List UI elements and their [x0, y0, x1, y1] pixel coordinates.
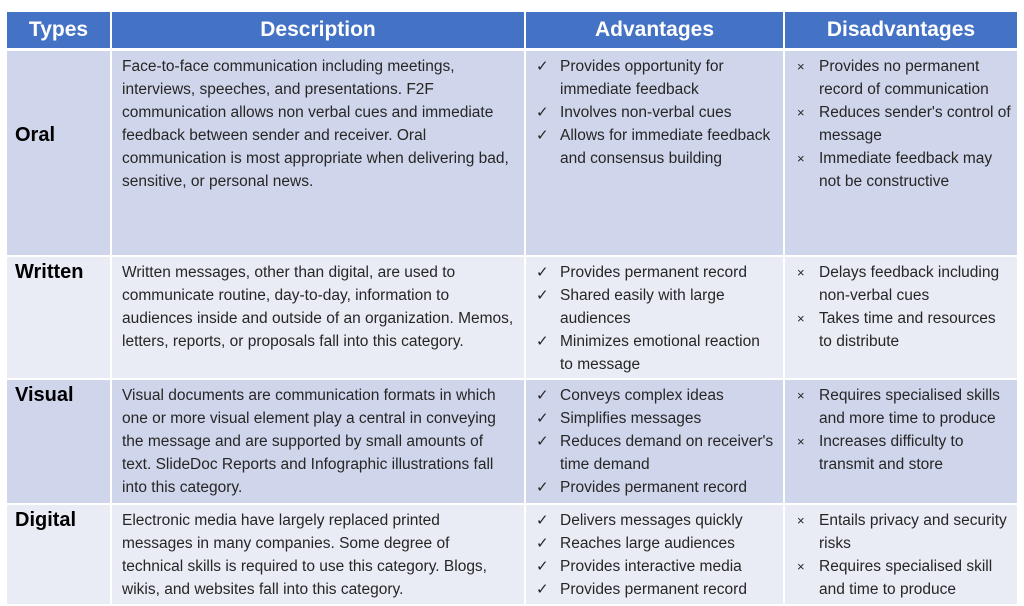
- list-item-text: Provides no permanent record of communication: [819, 58, 989, 98]
- disadvantages-cell: [784, 504, 1017, 605]
- list-item-text: Provides permanent record: [560, 581, 747, 598]
- list-item: [536, 284, 777, 330]
- header-disadvantages: Disadvantages: [784, 12, 1017, 50]
- list-item: [795, 147, 1011, 193]
- list-item: [795, 261, 1011, 307]
- checkmark-icon: ✓: [536, 387, 549, 404]
- list-item: [795, 55, 1011, 101]
- checkmark-icon: ✓: [536, 512, 549, 529]
- list-item-text: Provides interactive media: [560, 558, 742, 575]
- disadvantages-cell: [784, 379, 1017, 504]
- table-row-digital: [7, 504, 1017, 605]
- checkmark-icon: ✓: [536, 58, 549, 75]
- list-item-text: Increases difficulty to transmit and store: [819, 433, 964, 473]
- list-item: [536, 55, 777, 101]
- header-description: Description: [111, 12, 525, 50]
- cross-icon: ×: [797, 265, 805, 280]
- list-item-text: Reduces demand on receiver's time demand: [560, 433, 774, 473]
- advantages-list: [536, 55, 777, 170]
- list-item: [795, 384, 1011, 430]
- cross-icon: ×: [797, 151, 805, 166]
- list-item-text: Provides opportunity for immediate feedback: [560, 58, 724, 98]
- checkmark-icon: ✓: [536, 581, 549, 598]
- list-item: [536, 509, 777, 532]
- list-item: [795, 101, 1011, 147]
- disadvantages-list: [795, 384, 1011, 476]
- header-advantages: Advantages: [525, 12, 784, 50]
- list-item: [536, 330, 777, 376]
- list-item-text: Provides permanent record: [560, 264, 747, 281]
- table-row-written: [7, 256, 1017, 379]
- description-cell: Written messages, other than digital, are used to communicate routine, day-to-day, information to audiences inside and outside of an organization. Memos, letters, reports, or proposals fall into this category.: [111, 256, 525, 379]
- advantages-list: [536, 261, 777, 376]
- checkmark-icon: ✓: [536, 410, 549, 427]
- type-cell: Digital: [7, 504, 111, 605]
- checkmark-icon: ✓: [536, 104, 549, 121]
- checkmark-icon: ✓: [536, 558, 549, 575]
- list-item: [536, 578, 777, 601]
- list-item: [536, 532, 777, 555]
- list-item: [536, 124, 777, 170]
- communication-types-table: [7, 12, 1017, 606]
- advantages-cell: [525, 256, 784, 379]
- type-cell: Written: [7, 256, 111, 379]
- list-item-text: Simplifies messages: [560, 410, 702, 427]
- list-item: [795, 555, 1011, 601]
- list-item: [795, 307, 1011, 353]
- list-item: [536, 384, 777, 407]
- list-item: [536, 407, 777, 430]
- cross-icon: ×: [797, 311, 805, 326]
- list-item-text: Reaches large audiences: [560, 535, 735, 552]
- list-item-text: Delays feedback including non-verbal cues: [819, 264, 1000, 304]
- disadvantages-list: [795, 509, 1011, 601]
- list-item-text: Immediate feedback may not be constructive: [819, 150, 993, 190]
- advantages-cell: [525, 379, 784, 504]
- header-row: [7, 12, 1017, 50]
- disadvantages-cell: [784, 50, 1017, 257]
- disadvantages-list: [795, 261, 1011, 353]
- list-item-text: Shared easily with large audiences: [560, 287, 725, 327]
- type-cell: Visual: [7, 379, 111, 504]
- list-item: [536, 555, 777, 578]
- list-item-text: Requires specialised skill and time to produce: [819, 558, 993, 598]
- cross-icon: ×: [797, 388, 805, 403]
- list-item: [536, 476, 777, 499]
- list-item-text: Takes time and resources to distribute: [819, 310, 996, 350]
- description-cell: Face-to-face communication including meetings, interviews, speeches, and presentations. F2F communication allows non verbal cues and immediate feedback between sender and receiver. Oral communication is most appropriate when delivering bad, sensitive, or personal news.: [111, 50, 525, 257]
- header-types: Types: [7, 12, 111, 50]
- communication-types-table-wrapper: [7, 12, 1017, 606]
- list-item-text: Delivers messages quickly: [560, 512, 743, 529]
- disadvantages-cell: [784, 256, 1017, 379]
- list-item: [536, 261, 777, 284]
- type-cell: Oral: [7, 50, 111, 257]
- table-row-visual: [7, 379, 1017, 504]
- checkmark-icon: ✓: [536, 333, 549, 350]
- checkmark-icon: ✓: [536, 479, 549, 496]
- list-item-text: Conveys complex ideas: [560, 387, 724, 404]
- advantages-cell: [525, 50, 784, 257]
- checkmark-icon: ✓: [536, 264, 549, 281]
- list-item-text: Allows for immediate feedback and consensus building: [560, 127, 771, 167]
- list-item-text: Entails privacy and security risks: [819, 512, 1007, 552]
- cross-icon: ×: [797, 559, 805, 574]
- advantages-list: [536, 509, 777, 601]
- disadvantages-list: [795, 55, 1011, 193]
- list-item-text: Minimizes emotional reaction to message: [560, 333, 760, 373]
- advantages-list: [536, 384, 777, 499]
- checkmark-icon: ✓: [536, 127, 549, 144]
- cross-icon: ×: [797, 59, 805, 74]
- checkmark-icon: ✓: [536, 287, 549, 304]
- list-item-text: Provides permanent record: [560, 479, 747, 496]
- table-row-oral: [7, 50, 1017, 257]
- description-cell: Visual documents are communication formats in which one or more visual element play a central in conveying the message and are supported by small amounts of text. SlideDoc Reports and Infographic illustrations fall into this category.: [111, 379, 525, 504]
- list-item: [795, 430, 1011, 476]
- checkmark-icon: ✓: [536, 535, 549, 552]
- list-item-text: Requires specialised skills and more time to produce: [819, 387, 1000, 427]
- advantages-cell: [525, 504, 784, 605]
- list-item: [536, 430, 777, 476]
- list-item: [795, 509, 1011, 555]
- cross-icon: ×: [797, 434, 805, 449]
- table-body: [7, 50, 1017, 606]
- list-item: [536, 101, 777, 124]
- cross-icon: ×: [797, 105, 805, 120]
- description-cell: Electronic media have largely replaced printed messages in many companies. Some degree of technical skills is required to use this category. Blogs, wikis, and websites fall into this category.: [111, 504, 525, 605]
- checkmark-icon: ✓: [536, 433, 549, 450]
- list-item-text: Involves non-verbal cues: [560, 104, 732, 121]
- list-item-text: Reduces sender's control of message: [819, 104, 1011, 144]
- cross-icon: ×: [797, 513, 805, 528]
